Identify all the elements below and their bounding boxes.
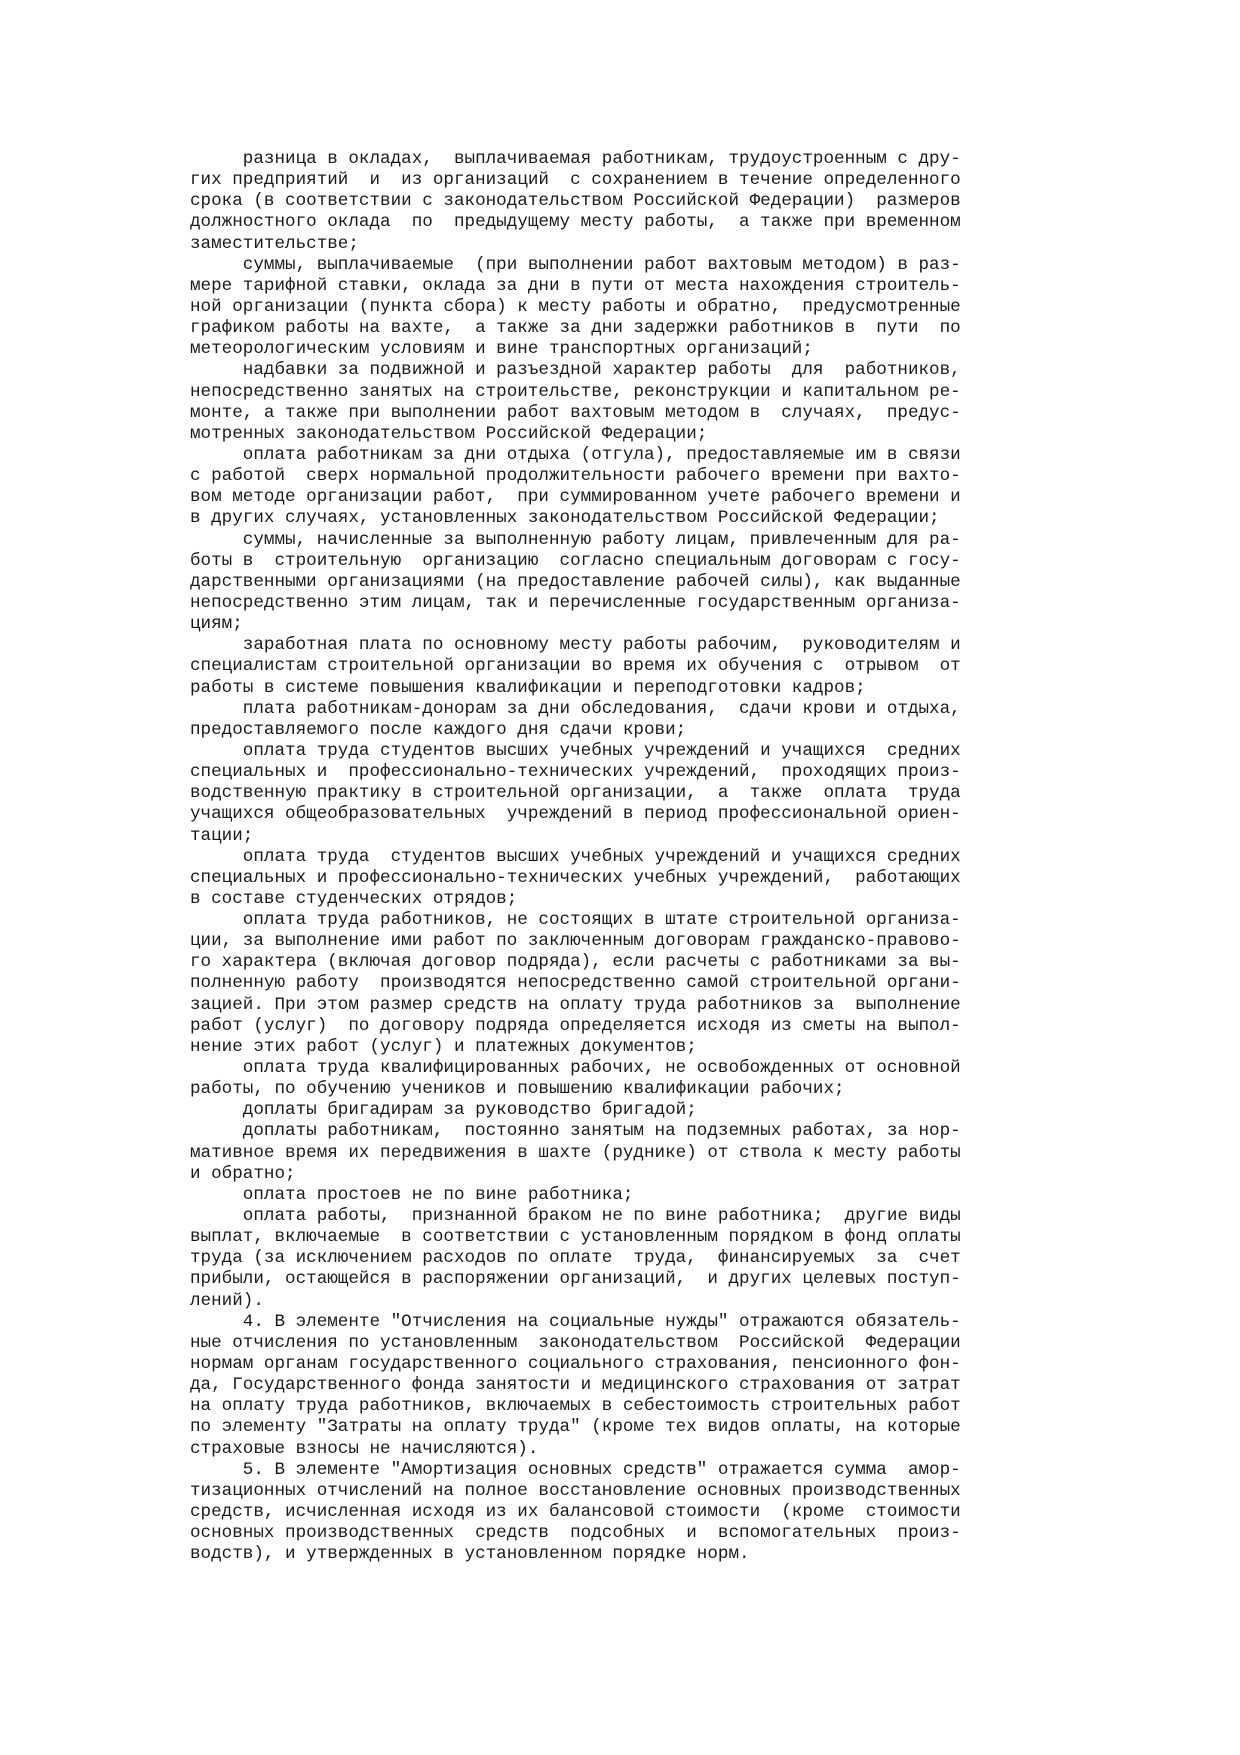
text-line: полненную работу производятся непосредственно самой строительной органи- <box>190 973 961 994</box>
text-line: мере тарифной ставки, оклада за дни в пути от места нахождения строитель- <box>190 275 961 296</box>
text-line: метеорологическим условиям и вине транспортных организаций; <box>190 339 813 360</box>
text-line: с работой сверх нормальной продолжительности рабочего времени при вахто- <box>190 466 961 487</box>
text-line: прибыли, остающейся в распоряжении организаций, и других целевых поступ- <box>190 1269 961 1290</box>
text-line: монте, а также при выполнении работ вахтовым методом в случаях, предус- <box>190 402 961 423</box>
text-line: оплата труда квалифицированных рабочих, не освобожденных от основной <box>190 1058 961 1079</box>
text-line: оплата труда студентов высших учебных учреждений и учащихся средних <box>190 740 961 761</box>
text-line: тизационных отчислений на полное восстановление основных производственных <box>190 1480 961 1501</box>
text-line: оплата работы, признанной браком не по вине работника; другие виды <box>190 1206 961 1227</box>
text-line: лений). <box>190 1290 264 1311</box>
text-line: работы, по обучению учеников и повышению квалификации рабочих; <box>190 1079 845 1100</box>
text-line: суммы, начисленные за выполненную работу лицам, привлеченным для ра- <box>190 529 961 550</box>
text-line: заместительстве; <box>190 233 359 254</box>
text-line: непосредственно занятых на строительстве, реконструкции и капитальном ре- <box>190 381 961 402</box>
text-line: оплата труда студентов высших учебных учреждений и учащихся средних <box>190 846 961 867</box>
text-line: ции, за выполнение ими работ по заключенным договорам гражданско-правово- <box>190 931 961 952</box>
text-line: срока (в соответствии с законодательством Российской Федерации) размеров <box>190 191 961 212</box>
text-line: труда (за исключением расходов по оплате труда, финансируемых за счет <box>190 1248 961 1269</box>
text-line: суммы, выплачиваемые (при выполнении работ вахтовым методом) в раз- <box>190 254 961 275</box>
text-line: плата работникам-донорам за дни обследования, сдачи крови и отдыха, <box>190 698 961 719</box>
text-line: 5. В элементе "Амортизация основных средств" отражается сумма амор- <box>190 1459 961 1480</box>
text-line: водств), и утвержденных в установленном порядке норм. <box>190 1544 750 1565</box>
text-line: го характера (включая договор подряда), если расчеты с работниками за вы- <box>190 952 961 973</box>
text-line: на оплату труда работников, включаемых в себестоимость строительных работ <box>190 1396 961 1417</box>
text-line: боты в строительную организацию согласно специальным договорам с госу- <box>190 550 961 571</box>
text-line: зацией. При этом размер средств на оплату труда работников за выполнение <box>190 994 961 1015</box>
text-line: работы в системе повышения квалификации и переподготовки кадров; <box>190 677 866 698</box>
text-line: нормам органам государственного социального страхования, пенсионного фон- <box>190 1354 961 1375</box>
text-line: специалистам строительной организации во время их обучения с отрывом от <box>190 656 961 677</box>
text-line: тации; <box>190 825 254 846</box>
text-line: оплата труда работников, не состоящих в штате строительной организа- <box>190 910 961 931</box>
text-line: мативное время их передвижения в шахте (руднике) от ствола к месту работы <box>190 1142 961 1163</box>
text-line: ные отчисления по установленным законодательством Российской Федерации <box>190 1332 961 1353</box>
text-line: гих предприятий и из организаций с сохранением в течение определенного <box>190 170 961 191</box>
text-line: 4. В элементе "Отчисления на социальные нужды" отражаются обязатель- <box>190 1311 961 1332</box>
text-line: заработная плата по основному месту работы рабочим, руководителям и <box>190 635 961 656</box>
text-line: специальных и профессионально-технических учреждений, проходящих произ- <box>190 762 961 783</box>
text-line: ной организации (пункта сбора) к месту работы и обратно, предусмотренные <box>190 296 961 317</box>
text-line: мотренных законодательством Российской Федерации; <box>190 423 708 444</box>
text-line: доплаты бригадирам за руководство бригадой; <box>190 1100 697 1121</box>
text-line: выплат, включаемые в соответствии с установленным порядком в фонд оплаты <box>190 1227 961 1248</box>
text-line: доплаты работникам, постоянно занятым на подземных работах, за нор- <box>190 1121 961 1142</box>
text-line: непосредственно этим лицам, так и перечисленные государственным организа- <box>190 592 961 613</box>
text-line: страховые взносы не начисляются). <box>190 1438 539 1459</box>
text-line: в других случаях, установленных законодательством Российской Федерации; <box>190 508 940 529</box>
text-line: предоставляемого после каждого дня сдачи крови; <box>190 719 687 740</box>
document-text <box>190 149 961 1565</box>
text-line: дарственными организациями (на предоставление рабочей силы), как выданные <box>190 571 961 592</box>
text-line: оплата работникам за дни отдыха (отгула), предоставляемые им в связи <box>190 444 961 465</box>
text-line: вом методе организации работ, при суммированном учете рабочего времени и <box>190 487 961 508</box>
text-line: оплата простоев не по вине работника; <box>190 1184 634 1205</box>
text-line: нение этих работ (услуг) и платежных документов; <box>190 1036 697 1057</box>
text-line: работ (услуг) по договору подряда определяется исходя из сметы на выпол- <box>190 1015 961 1036</box>
text-line: должностного оклада по предыдущему месту работы, а также при временном <box>190 212 961 233</box>
text-line: циям; <box>190 614 243 635</box>
text-line: надбавки за подвижной и разъездной характер работы для работников, <box>190 360 961 381</box>
text-line: специальных и профессионально-технических учебных учреждений, работающих <box>190 867 961 888</box>
text-line: разница в окладах, выплачиваемая работникам, трудоустроенным с дру- <box>190 149 961 169</box>
text-line: учащихся общеобразовательных учреждений в период профессиональной ориен- <box>190 804 961 825</box>
text-line: по элементу "Затраты на оплату труда" (кроме тех видов оплаты, на которые <box>190 1417 961 1438</box>
text-line: средств, исчисленная исходя из их балансовой стоимости (кроме стоимости <box>190 1502 961 1522</box>
text-line: да, Государственного фонда занятости и медицинского страхования от затрат <box>190 1375 961 1396</box>
text-line: в составе студенческих отрядов; <box>190 888 518 909</box>
text-line: основных производственных средств подсобных и вспомогательных произ- <box>190 1523 961 1544</box>
text-line: водственную практику в строительной организации, а также оплата труда <box>190 783 961 804</box>
text-line: и обратно; <box>190 1163 296 1184</box>
text-line: графиком работы на вахте, а также за дни задержки работников в пути по <box>190 318 961 339</box>
